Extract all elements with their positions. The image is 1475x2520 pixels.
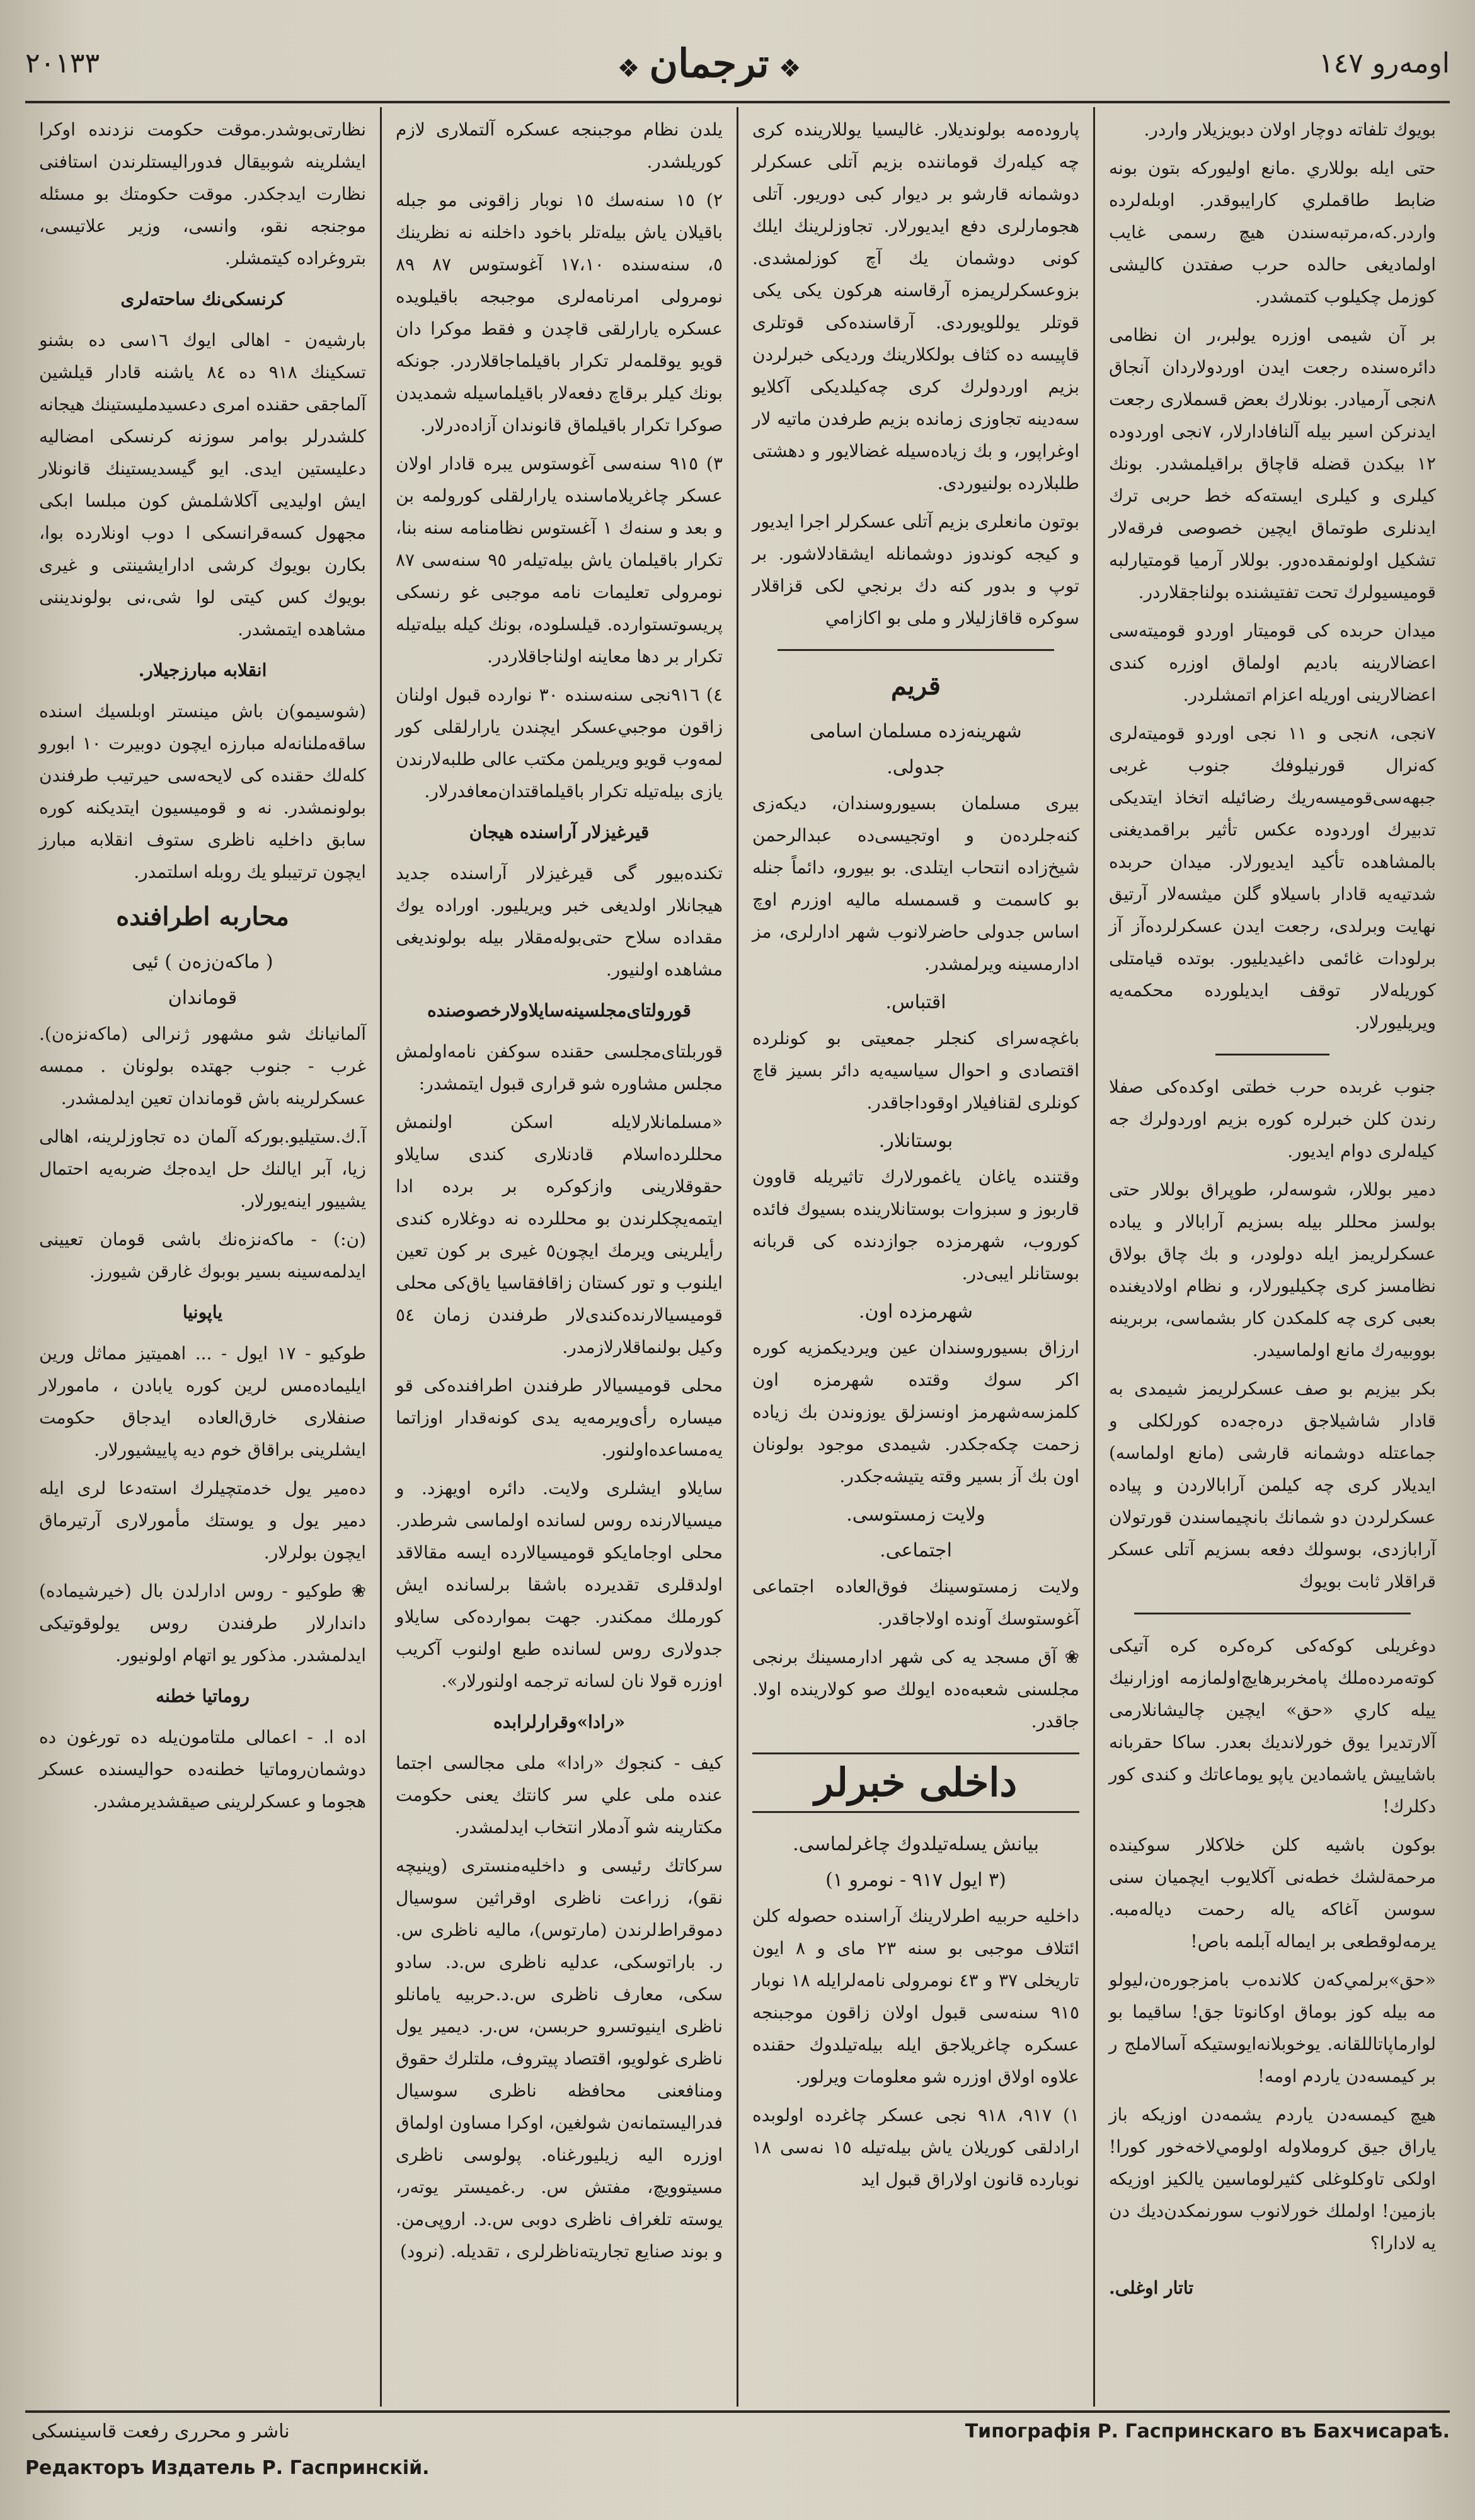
paragraph: ولايت زمستوسينك فوق‌العاده اجتماعى آغوستوسك آونده اولاجاقدر. xyxy=(752,1576,1079,1629)
subheading: قيرغيزلار آراسنده هيجان xyxy=(469,822,650,843)
paragraph: ❀ طوكيو - روس ادارلدن بال (خيرشيماده) داندارلار طرفندن روس يولوقوتيكى ايدلمشدر. مذكور يو اتهام اولونيور. xyxy=(39,1580,366,1666)
issue-date: اومەرو ١٤٧ xyxy=(1318,47,1450,79)
paragraph: آلمانيانك شو مشهور ژنرالى (ماكه‌نزه‌ن). غرب - جنوب جهتده بولونان . ممسه عسكرلرينه باش قوماندان تعين ايدلمشدر. xyxy=(39,1023,366,1108)
footer xyxy=(25,2410,1450,2495)
section-subtitle: (٣ ايول ٩١٧ - نومرو ١) xyxy=(825,1869,1006,1891)
section-subtitle: قوماندان xyxy=(168,987,238,1009)
paragraph: طوكيو - ١٧ ايول - ... اهميتيز مماثل ورين ايليماده‌مس لرين كوره يابادن ، مامورلار صنفلارى خارق‌العاده ايدجاق حكومت ايشلرينى براقاق خوم ديه پاييشيورلار. xyxy=(39,1343,366,1460)
subheading: اجتماعى. xyxy=(880,1539,952,1562)
paragraph: بويوك تلفاته دوچار اولان دبويزيلار واردر. xyxy=(1144,119,1436,140)
masthead xyxy=(25,25,1450,103)
section-subtitle: ( ماكه‌ن‌زه‌ن ) ئيى xyxy=(132,951,273,973)
publisher-line: ناشر و محررى رفعت قاسينسكى xyxy=(32,2420,290,2442)
paragraph: (ن:) - ماكه‌نزه‌نك باشى قومان تعيينى ايدلمه‌سينه بسير بوبوك غارقن شيورز. xyxy=(39,1229,366,1282)
section-title-domestic: داخلى خبرلر xyxy=(752,1752,1079,1813)
divider xyxy=(778,649,1054,651)
paragraph: محلى قوميسيالار طرفندن اطرافنده‌كى قو ميساره رأى‌ويرمه‌يه يدى كونه‌قدار اوزاتما يه‌مساعده‌اولنور. xyxy=(396,1375,723,1460)
ornament-icon: ❖ xyxy=(778,54,801,83)
paragraph: هيچ كيمسه‌دن ياردم يشمه‌دن اوزيكه باز ياراق جيق كروملاوله اولومي‌لاخه‌خور كورا! اولكى تاوكلوغلى كثيرلوماسين يالكيز اوزيكه بازمين! اولملك خورلانوب سورنمكدن‌ديك دن يه لادارا؟ xyxy=(1109,2104,1436,2253)
paragraph: كيف - كنجوك «رادا» ملى مجالسى اجتما عنده ملى علي سر كانتك يعنى حكومت مكتارينه شو آدملار انتخاب ايدلمشدر. xyxy=(396,1752,723,1838)
paragraph: سركاتك رئيسى و داخليه‌منسترى (وينيچه‌ نقو)، زراعت ناظرى اوقراثين سوسيال دموقراط‌لرندن (مارتوس)، ماليه ناظرى س. ر. باراتوسكى، عدليه ناظرى س.د. سادو سكى، معارف ناظرى س.د.حربيه يامانلو ناظرى اينيوتسرو حربسن، س.ر. ديمير يول ناظرى غولويو، اقتصاد پيتروف، ملتلرك حقوق ومنافعنى محافظه ناظرى سوسيال فدراليستمانه‌ن شولغين، اوكرا مساون اولماق اوزره اليه زيليورغناه. پولوسى ناظرى مسيتوويچ، مفتش س. ر.غميستر يوته‌ر، يوسته‌ تلغراف ناظرى دوبى س.د. اروپى‌من. و بوند صنايع تجاريته‌‌ناظرلرى ، تقديله. (نرود) xyxy=(396,1855,723,2262)
paragraph: يلدن نظام موجبنجه عسكره آلتملارى لازم كوريلشدر. xyxy=(396,119,723,172)
paragraph: دوغريلى كوكه‌كى كره‌كره كره آتيكى كوته‌مرده‌ملك پامخربرها‌يچ‌اولمازمه‌ اوزارنيك ييله كاري «حق» ايچين چاليشانلارمى آلارتديرا يوق خورلانديك بعدر. ساكا حقربانه باشاييش ياشمادين ياپو يوماعاتك و كندى كور دكلرك! xyxy=(1109,1635,1436,1817)
column-3 xyxy=(380,107,737,2407)
paragraph: بر آن شيمى اوزره يولبر،ر ان نظامى دائره‌سنده رجعت ايدن اوردولاردان آنجاق ٨نجى آرميادر. بونلارك بعض قسملارى رجعت ايدنركن اسير بيله آلنافادارلار، ٧نجى اوردوده ١٢ بيكدن قضله قاچاق براقيلمشدر. بونك كيلرى و كيلرى ايسته‌كه خط حربى ترك ايدنلرى طوتماق ايچين خصوصى فرقه‌لار تشكيل اولونمقده‌دور. بوللار آرميا قومتيارلبه قوميسيولرك تحت تفتيشنده بولنا‌جقلاردر. xyxy=(1109,325,1436,602)
paragraph: «حق»برلمي‌كه‌ن كلانده‌ب بامزجوره‌ن،ليولو مه بيله كوز بوماق اوكانوتا جق! ساقيما بو لوارماپاتاللقانه. يوخوبلانه‌ايوستيكه آسالاملج ر بر كيمسه‌دن ياردم اومه! xyxy=(1109,1969,1436,2086)
paragraph: آ.ك.ستيليو.بوركه آلمان ده تجاوزلرينه، اهالى زيا، آبر ايالنك حل ايده‌جك ضربه‌يه احتمال يشييور اينه‌يورلار. xyxy=(39,1126,366,1211)
paragraph: (شوسيمو)ن باش مينستر اوبلسيك اسنده ساقه‌ملنانه‌له مبارزه ايچون دوبيرت ١٠ ابورو كله‌‌لك حقنده كى لايحه‌سى حيرتيب طرفندن بولونمشدر. نه و قوميسيون ايتديكنه كوره سابق داخليه ناظرى ستوف انقلابه مبارز ايچون ترتيبلو يك روبله اسلتمدر. xyxy=(39,701,366,882)
paragraph: ٣) ٩١٥ سنه‌سى آغوستوس يبره قادار اولان عسكر چاغريلاماسنده يارارلقلى كورولمه بن و بعد و سنه‌ك ١ آغستوس نظامنامه سنه بنا، تكرار باقيلمان ياش بيله‌تيله‌ر ٩٥ سنه‌سى ٨٧ نومرولى تعليمات نامه موجبى غو رنسكى پريسوتستوارده. قيلسلوده، بونك كيله بيله‌تيله تكرار بر دها معاينه اولناجاقلاردر. xyxy=(396,453,723,667)
paragraph: وقتنده ياغان ياغمورلارك تاثيريله قاوون قاربوز و سبزوات بوستانلاريندە بسيوك فائده كوروب، شهرمزدە جوازدنده كى قربانه بوستانلر ايبى‌در. xyxy=(752,1166,1079,1284)
paragraph: داخليه حربيه اطرلارينك آراسنده حصوله كلن ائتلاف موجبى بو سنه ٢٣ مای و ٨ ايون تاريخلى ٣٧ و ٤٣ نومرولى نامه‌لرايله ١٨ نوبار ٩١٥ سنه‌سى قبول اولان زاقون موجبنجه عسكره چاغريلاجق ايله بيله‌تيلدوك حقنده علاوه اولاق اوزره شو معلومات ويرلور. xyxy=(752,1906,1080,2087)
subheading: روماتيا خطنه xyxy=(156,1686,250,1706)
paragraph: جنوب غربده حرب خطتى اوكده‌كى صفلا رندن كلن خبرلره كوره بزيم اوردولرك جه كيله‌لرى دوام ايديور. xyxy=(1109,1076,1436,1161)
divider xyxy=(1134,1613,1411,1614)
paragraph: نظارتى‌بوشدر.موقت حكومت نزدنده اوكرا ايشلرينه شوبيقال فدوراليستلرندن استافنى نظارت ايدجكدر. موقت حكومتك بو مسئله موجنجه نقو، وانسى، وزير علاتيسى، بتروغراده كيتمشلر. xyxy=(39,119,366,268)
subheading: اقتباس. xyxy=(885,991,946,1013)
paragraph: ٧نجى، ٨نجى و ١١ نجى اوردو قوميته‌لرى كه‌نرال قورنيلوفك جنوب غربى جبهه‌سى‌قوميسه‌ريك رضائيله اتخاذ ايتديكى تدبيرك اوردوده عكس تأثير براقمديغنى بالمشاهده تأكيد ايديورلار. ميدان حربده شدتيه‌يه قادار باسيلاو گلن ميثسه‌لار آرتيق نهايت وبرلدى، رجعت ايدن عسكرلرده‌آز آز برلودات غائمى داغيديليور. بوتده قيامتلى كوريله‌لار توقف ايديلورده محكمه‌يه ويريليورلار. xyxy=(1109,723,1436,1033)
paragraph: بيرى مسلمان بسيوروسندان، ديكه‌زى كنه‌جلرده‌ن و اوتجيسى‌ده عبدالرحمن شيخ‌زاده انتحاب ايتلدى. بو بيورو، دائماً جنله بو كاسمت و قسمسله ماليه اوزرم اوچ اساس جدولى حاضرلانوب شهر ادارلرى، مز ادارمسينه ويرلمشدر. xyxy=(752,793,1079,974)
subheading: ياپونيا xyxy=(182,1302,223,1323)
ornament-icon: ❖ xyxy=(617,54,640,83)
paragraph: بكر بيزيم بو صف عسكرلريمز شيمدى به قادار شاشيلاجق دره‌جه‌ده كورلكلی و جماعتله دوشمانه قارشى (مانع اولماسه) ايديلار كرى چه كيلمن آرابالاردن و پياده عسكرلردن دو شمانك بانچيماسندن قورتولان آرابازدى، بوسولك دفعه بسزيم آتلى عسكر قراقلار ثابت بويوك xyxy=(1109,1378,1436,1592)
section-subtitle: جدولى. xyxy=(887,756,945,778)
paragraph: ❀ آق مسجد يه كى شهر ادارمسينك برنجى مجلسنى شعبه‌ه‌ده ايولك صو كولارينده اولا. جاقدر. xyxy=(752,1647,1079,1732)
newspaper-title: ترجمان xyxy=(649,40,769,86)
paragraph: اده ا. - اعمالى ملتامون‌يله ده‌ تورغون ده دوشمان‌روماتيا خطنه‌ده حواليسنده عسكر هجوما و عسكرلرينى صيقشديرمشدر. xyxy=(39,1727,366,1812)
paragraph: حتى ايله بوللاري .مانع اوليوركه بتون بونه ضابط طاقملري كارايبوقدر. اوبله‌لرده واردر.كه،مرتبه‌سندن هيچ رسمى غايب اولماديغى حالده حرب صفتدن كاليشى كوزمل چكيلوب كتمشدر. xyxy=(1109,158,1436,307)
paragraph: بوتون مانعلرى بزيم آتلى عسكرلر اجرا ايديور و كيجه‌ كوندوز دوشمانله ايشقادلاشور. بر توپ و بدور كنه دك برنجي لكى قزاقلار سوكره قاقازليلار و ملى بو اكازامي xyxy=(752,511,1079,628)
section-title-front: محاربه اطرافنده xyxy=(116,902,289,931)
masthead-title-group xyxy=(611,40,808,86)
paragraph: پاروده‌مه بولونديلار. غاليسيا يوللاريندە كرى چه كيله‌رك قوماننده بزيم آتلى عسكرلر دوشمانه قارشو بر ديوار كبى دوريور. آتلى هجومارلرى دفع ايديورلار. تجاوزلرينك ايلك كونى دوشمان يك آچ كوزلمشدى. بزوعسكرلريمزه آرقاسنه هركون يكى يكى قوتلر يوللويوردى. آرقاسنده‌كى قوتلرى قاپيسه ده كثاف بولكلارينك ورديكى خبرلردن بزيم اوردولرك كرى چه‌كيلديكى آكلايو سه‌دينه تجاوزى زمانده بزيم طرفدن ماتيه لار اوغراپور، و بك زياده‌سيله غضالايور و دهشتى طلبلاردە بولنيوردى. xyxy=(752,119,1079,493)
paragraph: ميدان حربده كى قوميتار اوردو قوميته‌سى اعضالارينه باديم اولماق اوزره كندى اعضالارينى اوريله اعزام اتمشلردر. xyxy=(1109,620,1436,705)
paragraph: بوكون باشيه كلن خلاكلار سوكينده مرحمةلشك خطه‌نى آكلايوب ايچميان سنى سوسن آغاكه ياله رحمت دياله‌مبه. يرمه‌لوقطعى بر ايماله آبلمه باص! xyxy=(1109,1834,1436,1952)
section-subtitle: بيانش يسله‌تيلدوك چاغرلماسى. xyxy=(793,1833,1039,1855)
paragraph: بارشيه‌ن - اهالى ايوك ١٦سى ده بشنو تسكينك ٩١٨ ده ٨٤ ياشنه قادار قيلشين آلماجقى حقنده امرى دعسيدمليستينك هيجانه كلشدرلر بوامر سوزنه كرنسكى امضاليه دعليستين ايدى. ايو گيسديستينك قانونلار ايش اوليديى آكلاشلمش كون مبلسا ابكى مجهول كسه‌قرانسكى ا دوب اونلارده بوا، بكارن بويوك كرشى ادارايشينتى و غيرى بويوك كس كيتى لوا شى،نى بولونديننى مشاهده ايتمشدر. xyxy=(39,330,366,640)
issue-number: ٢٠١٣٣ xyxy=(25,47,100,79)
column-4 xyxy=(25,107,380,2407)
paragraph: باغچه‌سراى كنجلر جمعيتى بو كونلرده اقتصادى و احوال سياسيه‌يه دائر بسيز قاچ كونلرى لقنافيلار اوقوداجاقدر. xyxy=(752,1028,1079,1113)
subheading: شهرمزده اون. xyxy=(858,1301,973,1323)
paragraph: «مسلمانلارلايله اسكن اولنمش محللرده‌اسلام قادنلارى كندى سايلاو حقوقلارينى وازكوكره بر برده ادا ايتمه‌يچكلرندن بو محللرده نه دوغلاره كندى رأيلرينى ويرمك ايچون٥ غيرى بر كون تعين ايلنوب و تور كستان زاقافقاسيا ياق‌كى محلى قوميسيالارنده‌كندى‌لار طرفندن زمان ٥٤ وكيل بولنماقلارلازمدر. xyxy=(396,1112,723,1357)
paragraph: ١) ٩١٧، ٩١٨ نجى عسكر چاغرده اولوبده‌ ارادلقى كوريلان ياش بيله‌تيله ١٥ نه‌سى ١٨ نوبارده قانون اولاراق قبول ايد xyxy=(752,2105,1079,2190)
section-title-crimea: قريم xyxy=(891,671,941,701)
subheading: انقلابه مبارزجيلار. xyxy=(138,660,267,681)
paragraph: قوربلتاى‌مجلسى حقنده سوكفن نامه‌اولمش مجلس مشاوره شو قرارى قبول ايتمشدر: xyxy=(396,1041,723,1094)
editor-line: Редакторъ Издатель Р. Гаспринскій. xyxy=(25,2457,430,2479)
subheading: بوستانلار. xyxy=(878,1130,953,1152)
subheading: قورولتاى‌مجلسينه‌سايلاولار‌خصوصنده xyxy=(427,1000,691,1021)
divider xyxy=(1215,1054,1330,1056)
paragraph: ٢) ١٥ سنه‌سك ١٥ نوبار زاقونى مو جبله باقيلان ياش بيله‌تلر باخود داخلنه نه نظرينك ٥، سنه‌سنده ١٧،١٠ آغوستوس ٨٧ ٨٩ نومرولى امرنامه‌لرى موجبجه باقيلويده عسكره يارارلقى قاچدن و فقط موكرا دان قويو يوقلمه‌لر تكرار باقيلماجاقلاردر. جونكه بونك كيلر برقاچ دفعه‌لار باقيلماسيله شمديدن صوكرا تكرار باقيلماق قانوندان آزاده‌درلار. xyxy=(396,190,723,435)
section-subtitle: شهرينه‌زده مسلمان اسامى xyxy=(810,720,1022,742)
typography-line: Типографія Р. Гаспринскаго въ Бахчисараѣ. xyxy=(965,2420,1450,2442)
column-1 xyxy=(1093,107,1450,2407)
subheading: ولايت زمستوسى. xyxy=(846,1504,985,1526)
paragraph: دمير بوللار، شوسه‌لر، طوپراق بوللار حتى بولسز محللر بيله بسزيم آرابالار و يباده عسكرلريمز ايله دولودر، و بك چاق بولاق نظامسز كرى چكيليورلار، و نظام اولاديغنده بعبى كرى چه كلمكدن كار بشماسى، بربرينه بووبيه‌رك مانع اولماسيدر. xyxy=(1109,1179,1436,1361)
paragraph: ارزاق بسيوروسندان عين ويرديكمزيه كوره اكر سوك وقتده شهرمزه اون كلمزسه‌شهرمز اونسزلق يوزوندن بك زياده زحمت چكه‌جكدر. شيمدى موجود بولونان اون بك آز بسير وقته يتيشه‌جكدر. xyxy=(752,1337,1079,1487)
paragraph: تكنده‌بيور گى قيرغيزلار آراسنده‌ جديد هيجانلار اولديغى خبر ويريليور. اوراده يوك مقداده سلاح حتى‌بوله‌مقلار بيله بولونديغى مشاهده اولنيور. xyxy=(396,863,723,980)
subheading: «رادا»وقرارلرابده xyxy=(493,1712,626,1732)
paragraph: ده‌مير يول خدمتچيلرك استه‌دعا لرى ايله دمير يول و يوستك مأمورلارى آرتيرماق ايچون بولرلار. xyxy=(39,1478,366,1563)
columns xyxy=(25,107,1450,2407)
paragraph: ٤) ٩١٦نجى سنه‌سنده ٣٠ نوارده قبول اولنان زاقون موجبي‌عسكر ايچندن يارارلقلى كور لمه‌وب قويو ويريلمن مكتب عالى طلبه‌لارندن يازى بيله‌تيله تكرار باقيلماقتدان‌معافدرلار. xyxy=(396,684,723,802)
paragraph: سايلاو ايشلرى ولايت. دائره اويهزد. و ميسيالارنده روس لسانده اولماسى شرطدر. محلى اوجامايكو قوميسيالارده ايسه مقالاقد اولدقلرى تقديرده باشقا برلسانده ايش كورملك ممكندر. جهت بموارده‌كى سايلاو جدولارى روس لسانده طبع اولنوب آكريب اوزره قولا نان لسانه ترجمه اولنورلار». xyxy=(396,1478,723,1691)
column-2 xyxy=(737,107,1093,2407)
signature: تاتار اوغلى. xyxy=(1109,2277,1194,2298)
subheading: كرنسكى‌نك ساحته‌لرى xyxy=(120,289,285,309)
